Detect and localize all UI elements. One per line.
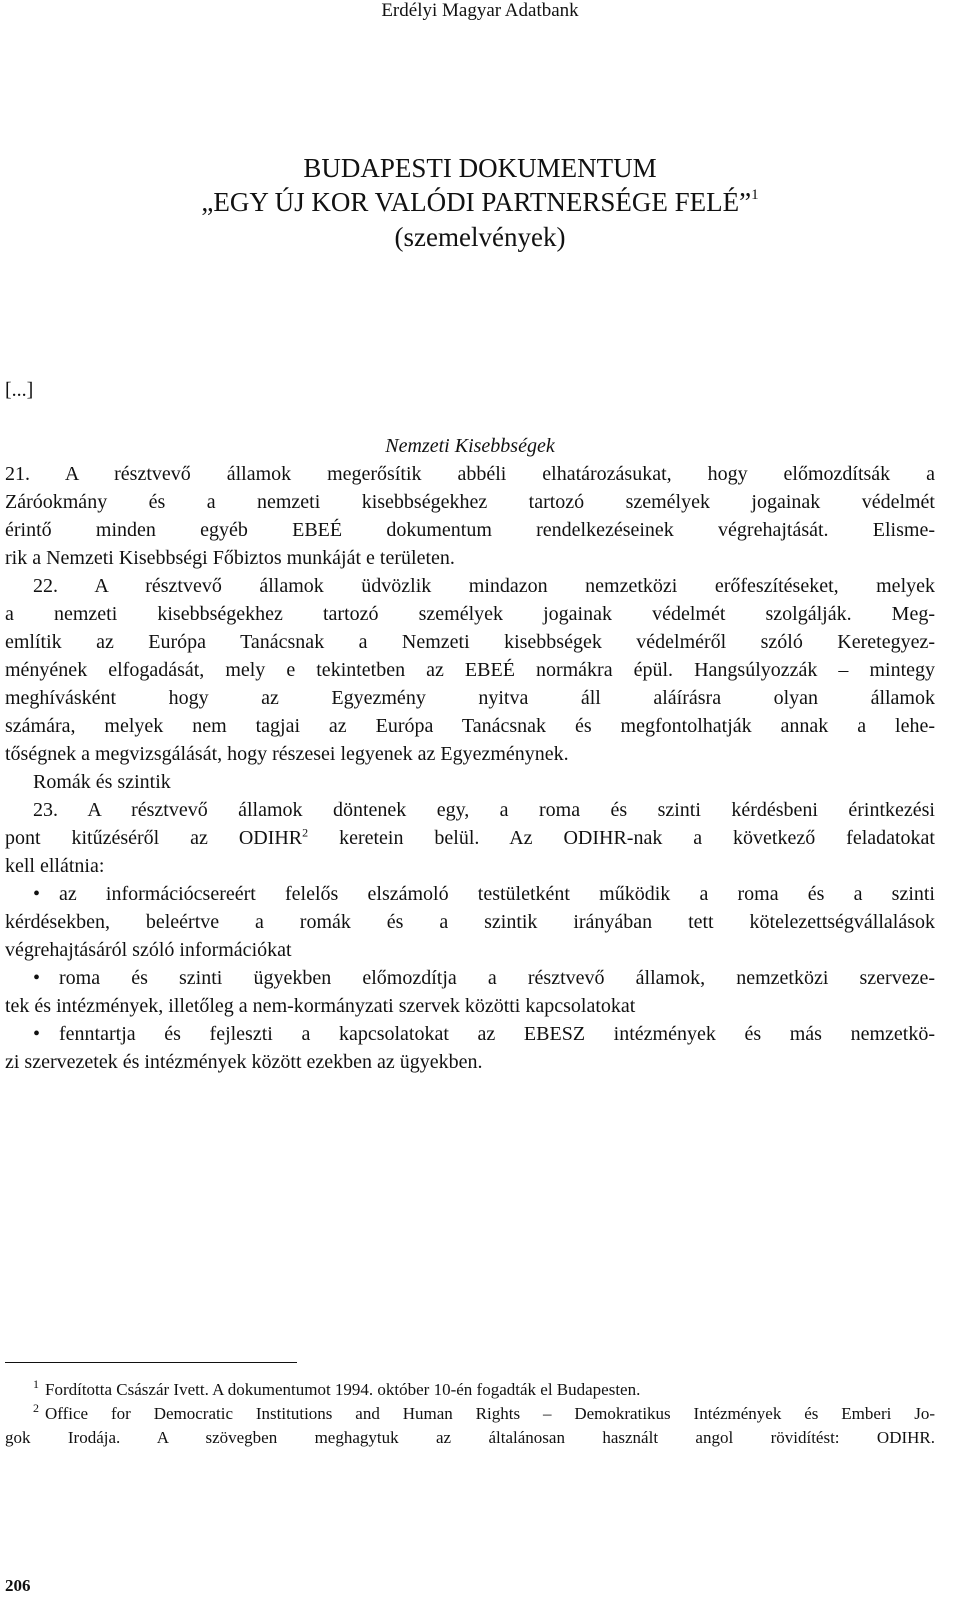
footnotes (5, 1378, 935, 1450)
footnote-divider (5, 1362, 297, 1363)
bullet-text: roma és szinti ügyekben előmozdítja a résztvevő államok, nemzetközi szerveze- (59, 967, 935, 989)
main-text (5, 432, 935, 1076)
footnote-1: $^1$ Fordította Császár Ivett. A dokumentumot 1994. október 10-én fogadták el Budapesten. (33, 1377, 641, 1399)
para-22-line: 22. A résztvevő államok üdvözlik mindazon nemzetközi erőfeszítéseket, melyek (33, 575, 935, 597)
page-number: 206 (5, 1576, 31, 1595)
para-21-line: 21. A résztvevő államok megerősítik abbéli elhatározásukat, hogy előmozdítsák a (5, 463, 935, 485)
document-title (0, 152, 960, 184)
bullet-continuation: tek és intézmények, illetőleg a nem-kormányzati szervek közötti kapcsolatokat (5, 995, 636, 1017)
bullet-icon: • (33, 967, 41, 989)
bullet-continuation: kérdésekben, beleértve a romák és a szintik irányában tett kötelezettségvállalások (5, 911, 935, 933)
bullet-item (5, 880, 935, 908)
footnote-2: $^2$ Office for Democratic Institutions and Human Rights – Demokratikus Intézmények és Emberi Jo- (33, 1401, 935, 1423)
para-22-line: említik az Európa Tanácsnak a Nemzeti kisebbségek védelméről szóló Keretegyez- (5, 631, 935, 653)
bullet-icon: • (33, 1023, 41, 1045)
bullet-text: az információcsereért felelős elszámoló testületként működik a roma és a szinti (59, 883, 935, 905)
bullet-continuation: végrehajtásáról szóló információkat (5, 939, 292, 961)
title-line-2: „EGY ÚJ KOR VALÓDI PARTNERSÉGE FELÉ” (201, 187, 752, 217)
title-line-1: BUDAPESTI DOKUMENTUM (303, 153, 657, 183)
para-23-line: kell ellátnia: (5, 855, 105, 877)
bullet-item (5, 964, 935, 992)
section-heading-roma: Romák és szintik (33, 771, 171, 793)
bullet-text: fenntartja és fejleszti a kapcsolatokat az EBESZ intézmények és más nemzetkö- (59, 1023, 935, 1045)
para-22-line: számára, melyek nem tagjai az Európa Tanácsnak és megfontolhatják annak a lehe- (5, 715, 935, 737)
running-header: Erdélyi Magyar Adatbank (381, 0, 579, 21)
para-22-line: a nemzeti kisebbségekhez tartozó személyek jogainak védelmét szolgálják. Meg- (5, 603, 935, 625)
bullet-item (5, 1020, 935, 1048)
para-22-line: tőségnek a megvizsgálását, hogy részesei legyenek az Egyezménynek. (5, 743, 569, 765)
bullet-continuation: zi szervezetek és intézmények között ezekben az ügyekben. (5, 1051, 483, 1073)
para-23-line: pont kitűzéséről az ODIHR$^2$ keretein belül. Az ODIHR-nak a következő feladatokat (5, 825, 935, 849)
para-21-line: érintő minden egyéb EBEÉ dokumentum rendelkezéseinek végrehajtását. Elisme- (5, 519, 935, 541)
ellipsis-marker: [...] (5, 379, 34, 401)
para-22-line: ményének elfogadását, mely e tekintetben az EBEÉ normákra épül. Hangsúlyozzák – mintegy (5, 659, 935, 681)
footnote-ref-2[interactable]: 2 (302, 825, 309, 840)
para-21-line: rik a Nemzeti Kisebbségi Főbiztos munkáját e területen. (5, 547, 455, 569)
para-23-line: 23. A résztvevő államok döntenek egy, a roma és szinti kérdésbeni érintkezési (33, 799, 935, 821)
title-line-3: (szemelvények) (394, 222, 566, 252)
footnote-ref-1[interactable]: 1 (751, 187, 759, 203)
bullet-icon: • (33, 883, 41, 905)
document-subtitle (0, 186, 960, 218)
para-22-line: meghívásként hogy az Egyezmény nyitva áll aláírásra olyan államok (5, 687, 935, 709)
para-21-line: Záróokmány és a nemzeti kisebbségekhez tartozó személyek jogainak védelmét (5, 491, 935, 513)
section-heading-minorities: Nemzeti Kisebbségek (385, 435, 555, 457)
footnote-2-continuation: gok Irodája. A szövegben meghagytuk az általánosan használt angol rövidítést: ODIHR. (5, 1428, 935, 1447)
